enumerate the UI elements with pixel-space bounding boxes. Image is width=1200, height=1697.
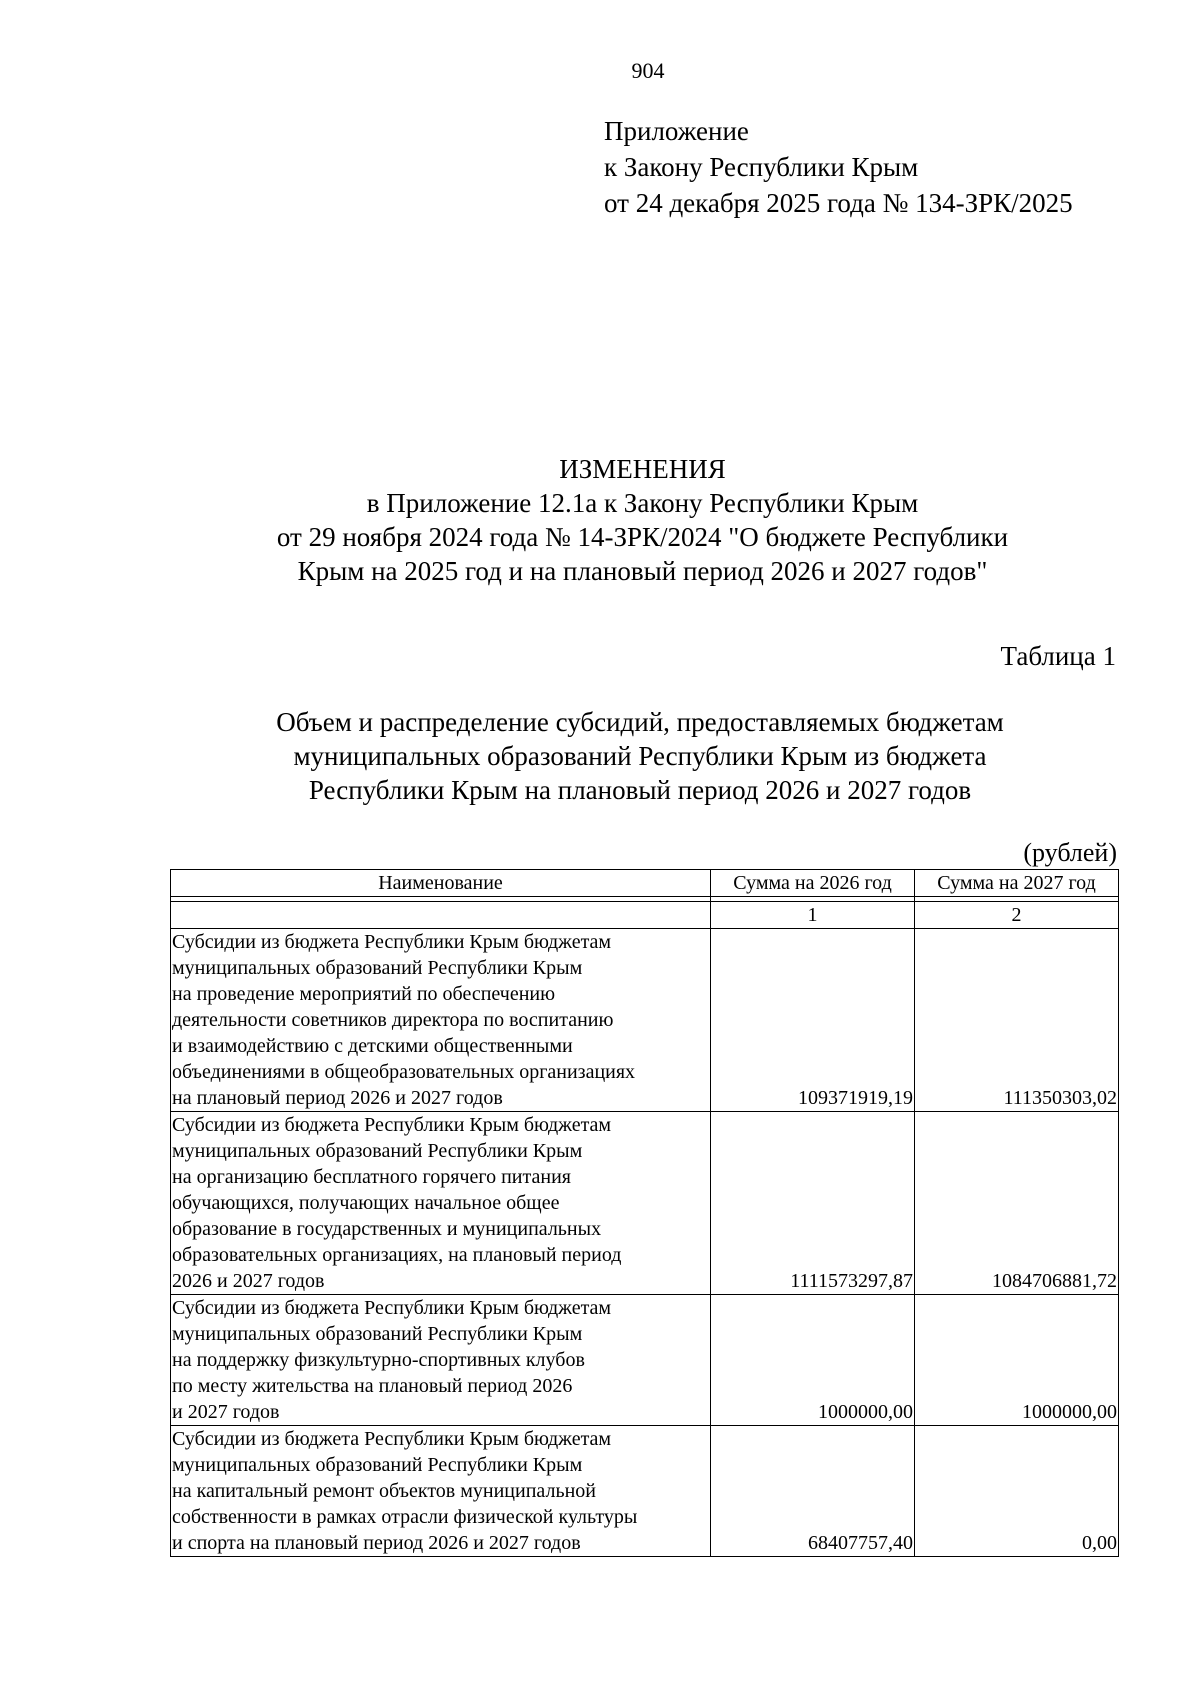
- subsidy-name-line: 2026 и 2027 годов: [172, 1270, 325, 1292]
- subsidy-name: [171, 1426, 711, 1557]
- subsidies-table: [170, 869, 1119, 1557]
- subsidy-name-line: на капитальный ремонт объектов муниципальной: [172, 1480, 596, 1502]
- subsidy-name-line: собственности в рамках отрасли физической культуры: [172, 1506, 638, 1528]
- changes-title: [160, 452, 1125, 588]
- appendix-line: от 24 декабря 2025 года № 134-ЗРК/2025: [604, 188, 1073, 218]
- subsidy-name-line: по месту жительства на плановый период 2026: [172, 1375, 573, 1397]
- subsidy-name-line: обучающихся, получающих начальное общее: [172, 1192, 560, 1214]
- subsidy-name-line: Субсидии из бюджета Республики Крым бюджетам: [172, 1297, 612, 1319]
- table-row: [171, 1112, 1119, 1295]
- subsidy-name-line: муниципальных образований Республики Крым: [172, 957, 583, 979]
- header-sum-2027: Сумма на 2027 год: [915, 870, 1119, 897]
- column-number-2: 2: [915, 902, 1119, 929]
- sum-2026: 109371919,19: [711, 929, 915, 1112]
- table-title-line: муниципальных образований Республики Крым из бюджета: [293, 741, 987, 771]
- sum-2027: 1000000,00: [915, 1295, 1119, 1426]
- subsidy-name-line: объединениями в общеобразовательных организациях: [172, 1061, 636, 1083]
- table-title-line: Объем и распределение субсидий, предоставляемых бюджетам: [276, 707, 1004, 737]
- subsidy-name-line: на организацию бесплатного горячего питания: [172, 1166, 571, 1188]
- subsidy-name-line: Субсидии из бюджета Республики Крым бюджетам: [172, 1114, 612, 1136]
- subsidy-name-line: образование в государственных и муниципальных: [172, 1218, 602, 1240]
- subsidy-name-line: образовательных организациях, на плановый период: [172, 1244, 622, 1266]
- column-number-row: [171, 902, 1119, 929]
- appendix-line: к Закону Республики Крым: [604, 152, 919, 182]
- header-row: [171, 870, 1119, 897]
- subsidy-name-line: Субсидии из бюджета Республики Крым бюджетам: [172, 1428, 612, 1450]
- column-number-1: 1: [711, 902, 915, 929]
- table-row: [171, 1426, 1119, 1557]
- header-sum-2026: Сумма на 2026 год: [711, 870, 915, 897]
- subsidy-name: [171, 1295, 711, 1426]
- sum-2026: 68407757,40: [711, 1426, 915, 1557]
- subsidy-name-line: на проведение мероприятий по обеспечению: [172, 983, 556, 1005]
- subsidy-name: [171, 929, 711, 1112]
- changes-heading: ИЗМЕНЕНИЯ: [559, 454, 726, 484]
- subsidy-name-line: Субсидии из бюджета Республики Крым бюджетам: [172, 931, 612, 953]
- subsidy-name-line: и спорта на плановый период 2026 и 2027 годов: [172, 1532, 581, 1554]
- table-row: [171, 929, 1119, 1112]
- appendix-block: [604, 113, 1073, 221]
- sum-2027: 111350303,02: [915, 929, 1119, 1112]
- subsidy-name: [171, 1112, 711, 1295]
- column-number-name: [171, 902, 711, 929]
- subsidy-name-line: и 2027 годов: [172, 1401, 280, 1423]
- sum-2027: 1084706881,72: [915, 1112, 1119, 1295]
- sum-2026: 1111573297,87: [711, 1112, 915, 1295]
- table-row: [171, 1295, 1119, 1426]
- header-name: Наименование: [171, 870, 711, 897]
- sum-2026: 1000000,00: [711, 1295, 915, 1426]
- page-number: 904: [631, 58, 665, 83]
- subsidy-name-line: деятельности советников директора по воспитанию: [172, 1009, 614, 1031]
- table-title: [240, 705, 1040, 807]
- table-label: Таблица 1: [1000, 641, 1116, 671]
- table-title-line: Республики Крым на плановый период 2026 и 2027 годов: [308, 775, 972, 805]
- subsidy-name-line: муниципальных образований Республики Крым: [172, 1454, 583, 1476]
- subsidy-name-line: на плановый период 2026 и 2027 годов: [172, 1087, 503, 1109]
- changes-line: от 29 ноября 2024 года № 14-ЗРК/2024 "О бюджете Республики: [276, 522, 1009, 552]
- subsidy-name-line: на поддержку физкультурно-спортивных клубов: [172, 1349, 585, 1371]
- subsidy-name-line: и взаимодействию с детскими общественными: [172, 1035, 573, 1057]
- appendix-line: Приложение: [604, 116, 749, 146]
- changes-line: Крым на 2025 год и на плановый период 2026 и 2027 годов": [297, 556, 988, 586]
- subsidy-name-line: муниципальных образований Республики Крым: [172, 1140, 583, 1162]
- changes-line: в Приложение 12.1а к Закону Республики Крым: [366, 488, 919, 518]
- subsidy-name-line: муниципальных образований Республики Крым: [172, 1323, 583, 1345]
- sum-2027: 0,00: [915, 1426, 1119, 1557]
- units-label: (рублей): [1023, 838, 1117, 867]
